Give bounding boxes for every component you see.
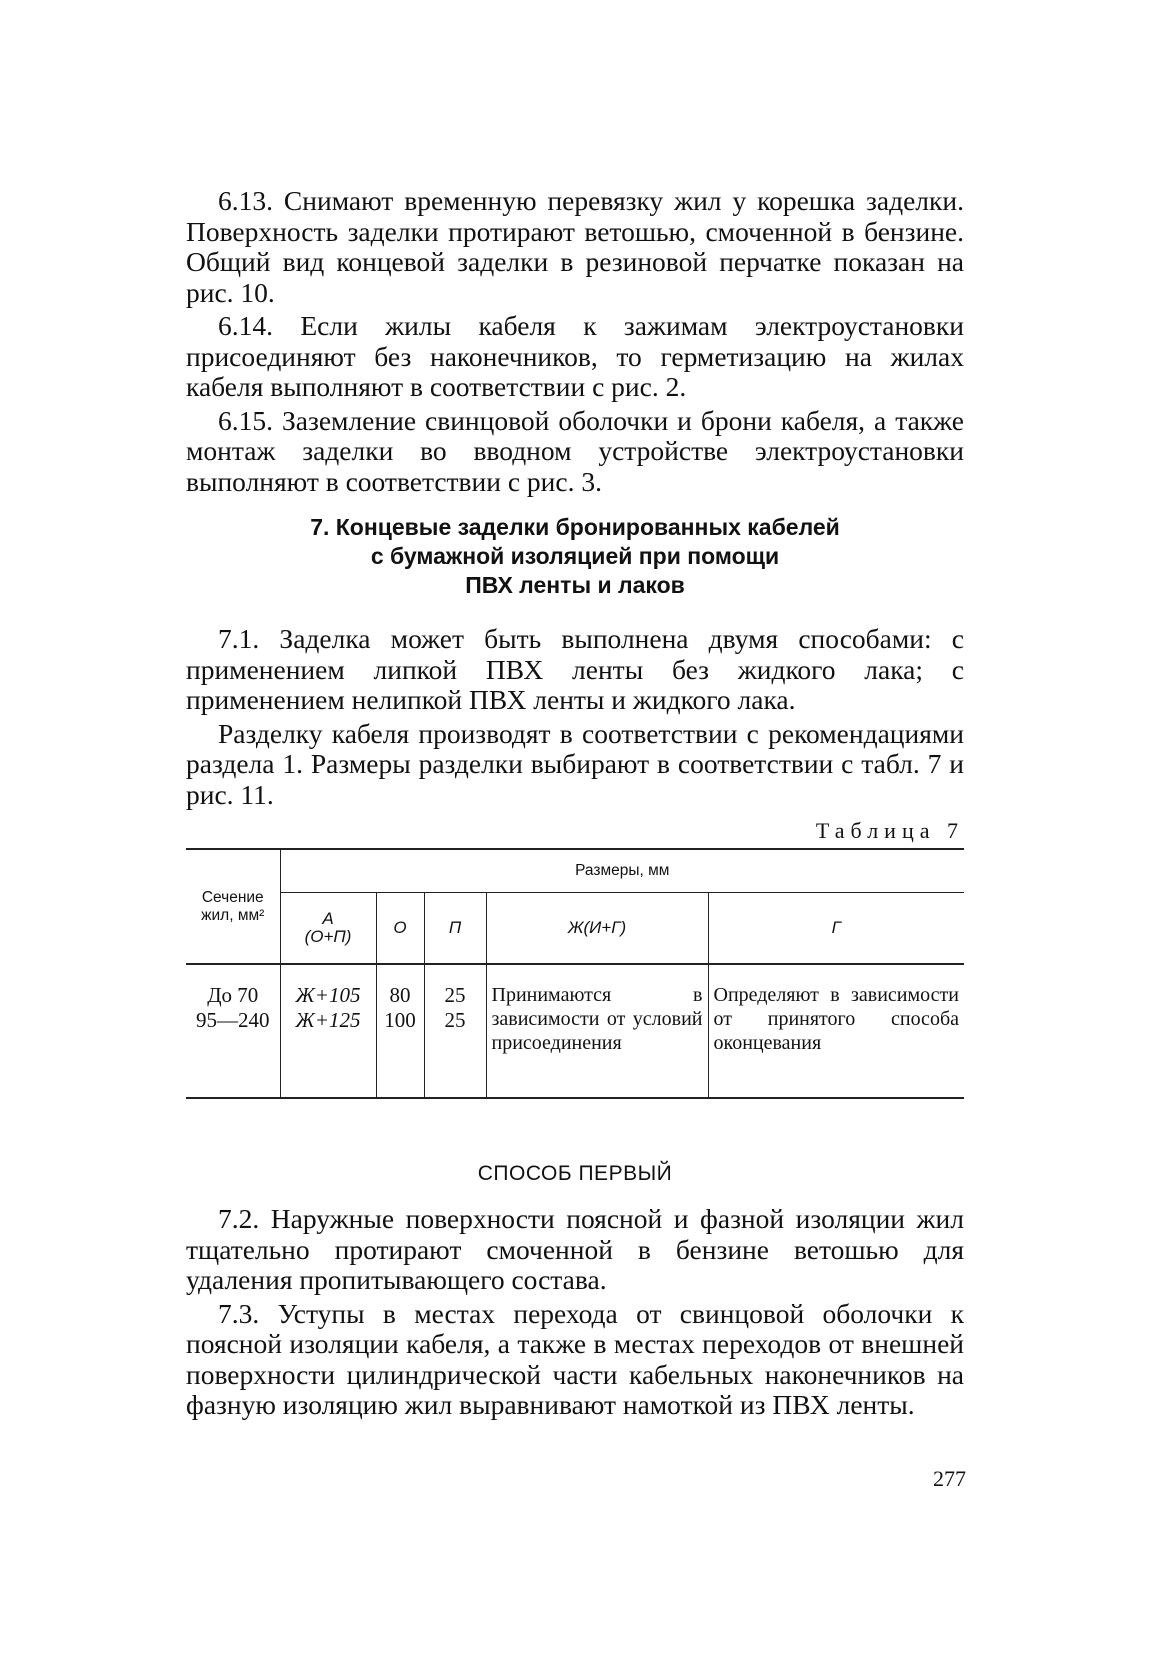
cell-section-2: 95—240 (196, 1008, 270, 1032)
cell-o-1: 80 (389, 983, 411, 1007)
header-col-o: О (376, 893, 424, 965)
top-paragraphs (186, 186, 964, 497)
header-section: Сечение жил, мм² (186, 849, 280, 964)
cell-section (186, 964, 280, 1098)
paragraph-6-14: 6.14. Если жилы кабеля к зажимам электроустановки присоединяют без наконечников, то герметизацию на жилах кабеля выполняют в соответствии с рис. 2. (186, 310, 964, 402)
header-col-a-bottom: (О+П) (304, 926, 352, 946)
header-dimensions-group: Размеры, мм (280, 849, 964, 893)
bottom-paragraphs (186, 1204, 964, 1421)
header-col-a (280, 893, 376, 965)
cell-zh-note: Принимаются в зависимости от условий присоединения (486, 964, 708, 1098)
paragraph-6-13: 6.13. Снимают временную перевязку жил у корешка заделки. Поверхность заделки протирают ветошью, смоченной в бензине. Общий вид концевой заделки в резиновой перчатке показан на рис. 10. (186, 185, 964, 308)
paragraph-7-1: 7.1. Заделка может быть выполнена двумя способами: с применением липкой ПВХ ленты без жидкого лака; с применением нелипкой ПВХ ленты и жидкого лака. (186, 623, 964, 715)
method-title: СПОСОБ ПЕРВЫЙ (477, 1162, 673, 1185)
cell-section-1: До 70 (207, 983, 259, 1007)
paragraph-7-2: 7.2. Наружные поверхности поясной и фазной изоляции жил тщательно протирают смоченной в бензине ветошью для удаления пропитывающего состава. (186, 1203, 964, 1295)
header-col-zh: Ж(И+Г) (486, 893, 708, 965)
section-title-line-2: с бумажной изоляцией при помощи (370, 543, 780, 569)
section-title-line-1: 7. Концевые заделки бронированных кабелей (310, 514, 840, 540)
cell-o-2: 100 (384, 1008, 416, 1032)
cell-a-1: Ж+105 (295, 983, 361, 1007)
section-7-paragraphs (186, 624, 964, 810)
header-col-p: П (424, 893, 486, 965)
header-col-g: Г (708, 893, 964, 965)
paragraph-6-15: 6.15. Заземление свинцовой оболочки и брони кабеля, а также монтаж заделки во вводном устройстве электроустановки выполняют в соответствии с рис. 3. (186, 404, 964, 497)
paragraph-razdelka: Разделку кабеля производят в соответствии с рекомендациями раздела 1. Размеры разделки выбирают в соответствии с табл. 7 и рис. 11. (186, 717, 964, 810)
cell-p-2: 25 (444, 1008, 466, 1032)
table-row (186, 964, 964, 1098)
header-col-a-top: А (322, 908, 334, 928)
cell-p (424, 964, 486, 1098)
cell-o (376, 964, 424, 1098)
cell-p-1: 25 (444, 983, 466, 1007)
cell-a-2: Ж+125 (295, 1008, 361, 1032)
paragraph-7-3: 7.3. Уступы в местах перехода от свинцовой оболочки к поясной изоляции кабеля, а также в местах переходов от внешней поверхности цилиндрической части кабельных наконечников на фазную изоляцию жил выравнивают намоткой из ПВХ ленты. (186, 1297, 964, 1420)
cell-a (280, 964, 376, 1098)
dimensions-table (186, 848, 964, 1099)
page-number: 277 (933, 1466, 966, 1491)
section-title-line-3: ПВХ ленты и лаков (465, 572, 685, 598)
section-title (186, 513, 964, 600)
table-caption: Таблица 7 (815, 818, 964, 843)
cell-g-note: Определяют в зависимости от принятого способа оконцевания (708, 964, 964, 1098)
